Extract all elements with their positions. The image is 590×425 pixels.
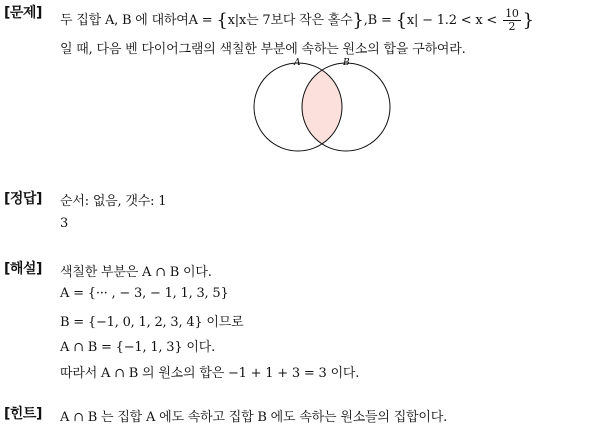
solution-tag: [해설]	[4, 261, 42, 277]
problem-line-1-sep: ,B =	[363, 13, 396, 28]
solution-line-1: 색칠한 부분은 A ∩ B 이다.	[60, 265, 212, 280]
fraction-denominator: 2	[508, 20, 516, 33]
hint-line: A ∩ B 는 집합 A 에도 속하고 집합 B 에도 속하는 원소들의 집합이다.	[60, 410, 448, 425]
answer-line-1: 순서: 없음, 갯수: 1	[60, 194, 167, 209]
answer-tag: [정답]	[4, 191, 42, 207]
hint-tag: [힌트]	[4, 406, 42, 422]
solution-line-4: A ∩ B = {−1, 1, 3} 이다.	[60, 340, 216, 355]
venn-diagram	[250, 55, 400, 160]
brace-open: {	[216, 10, 228, 31]
answer-value: 3	[60, 216, 69, 231]
problem-line-2: 일 때, 다음 벤 다이어그램의 색칠한 부분에 속하는 원소의 합을 구하여라.	[60, 42, 466, 57]
problem-line-1-text: 두 집합 A, B 에 대하여A =	[60, 13, 217, 28]
brace-close: }	[352, 10, 364, 31]
set-b-definition: x| − 1.2 < x <	[406, 13, 502, 28]
solution-line-3: B = {−1, 0, 1, 2, 3, 4} 이므로	[60, 315, 244, 330]
venn-label-b: B	[343, 58, 350, 68]
fraction-numerator: 10	[505, 7, 519, 20]
set-a-definition: x|x는 7보다 작은 홀수	[227, 13, 353, 28]
solution-line-5: 따라서 A ∩ B 의 원소의 합은 −1 + 1 + 3 = 3 이다.	[60, 366, 360, 381]
fraction	[503, 8, 521, 33]
brace-close-b: }	[522, 10, 534, 31]
problem-line-1	[60, 8, 534, 33]
problem-tag: [문제]	[4, 5, 42, 21]
venn-label-a: A	[294, 58, 301, 68]
solution-line-2: A = {··· , − 3, − 1, 1, 3, 5}	[60, 286, 229, 301]
brace-open-b: {	[395, 10, 407, 31]
